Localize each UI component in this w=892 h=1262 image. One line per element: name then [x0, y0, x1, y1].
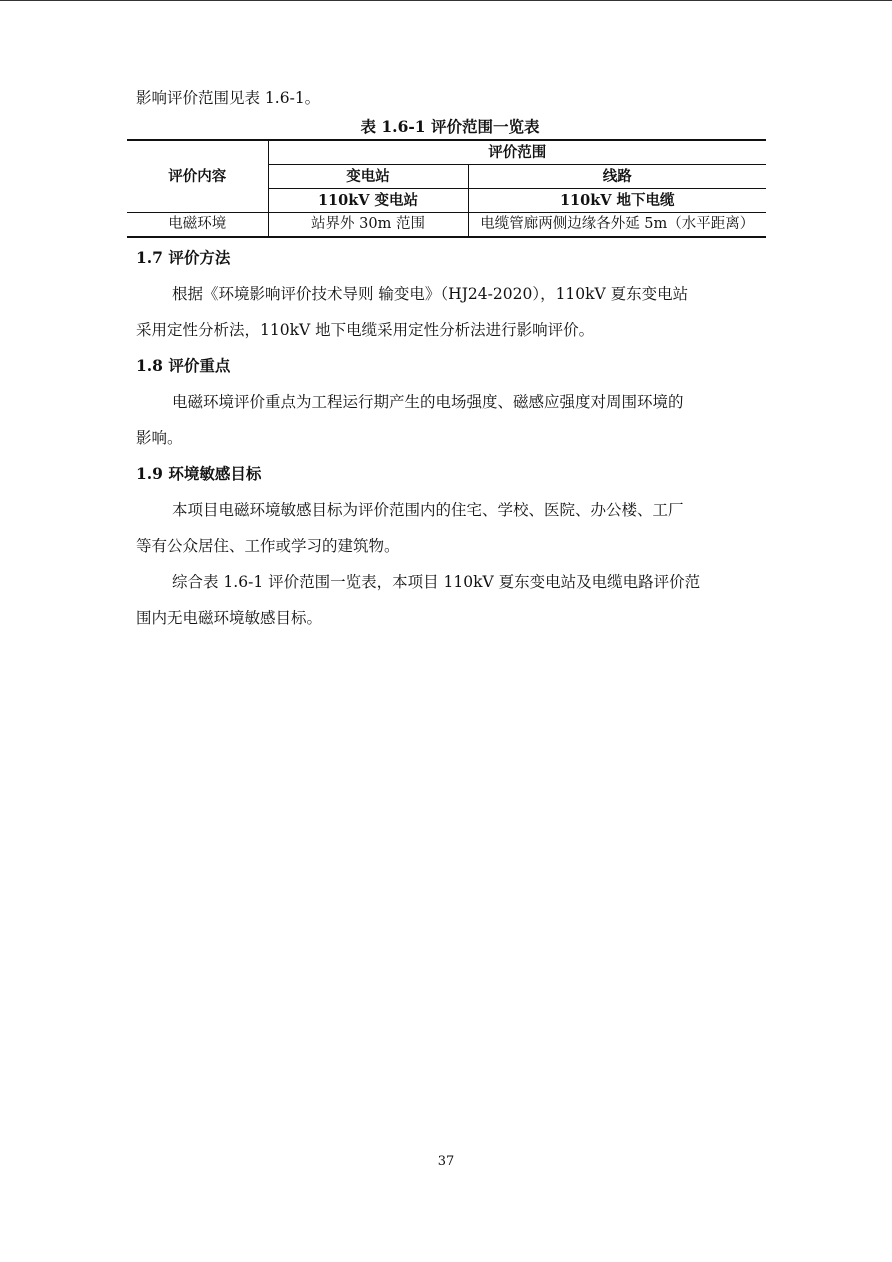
paragraph-line: 围内无电磁环境敏感目标。 — [136, 609, 323, 627]
header-eval-content: 评价内容 — [127, 140, 268, 213]
header-substation: 变电站 — [268, 165, 468, 189]
cell-substation-scope: 站界外 30m 范围 — [268, 213, 468, 238]
table-caption: 表 1.6-1 评价范围一览表 — [360, 117, 540, 136]
intro-text: 影响评价范围见表 1.6-1。 — [136, 89, 321, 107]
section-heading-1-9: 1.9 环境敏感目标 — [136, 464, 262, 483]
paragraph-line: 影响。 — [136, 429, 183, 447]
row-label-em-environment: 电磁环境 — [127, 213, 268, 238]
paragraph-line: 采用定性分析法，110kV 地下电缆采用定性分析法进行影响评价。 — [136, 321, 595, 339]
body-sections — [136, 240, 700, 636]
paragraph-line: 综合表 1.6-1 评价范围一览表，本项目 110kV 夏东变电站及电缆电路评价范 — [172, 573, 701, 591]
paragraph-line: 本项目电磁环境敏感目标为评价范围内的住宅、学校、医院、办公楼、工厂 — [172, 501, 684, 519]
evaluation-scope-table — [127, 139, 766, 238]
paragraph-line: 电磁环境评价重点为工程运行期产生的电场强度、磁感应强度对周围环境的 — [172, 393, 684, 411]
paragraph-line: 等有公众居住、工作或学习的建筑物。 — [136, 537, 400, 555]
header-110kv-cable: 110kV 地下电缆 — [468, 189, 766, 213]
header-line: 线路 — [468, 165, 766, 189]
top-border-line — [0, 0, 892, 1]
header-eval-scope: 评价范围 — [268, 140, 766, 165]
cell-line-scope: 电缆管廊两侧边缘各外延 5m（水平距离） — [468, 213, 766, 238]
section-heading-1-7: 1.7 评价方法 — [136, 248, 231, 267]
paragraph-line: 根据《环境影响评价技术导则 输变电》（HJ24-2020），110kV 夏东变电站 — [172, 285, 689, 303]
header-110kv-substation: 110kV 变电站 — [268, 189, 468, 213]
page-number: 37 — [437, 1154, 455, 1169]
section-heading-1-8: 1.8 评价重点 — [136, 356, 231, 375]
